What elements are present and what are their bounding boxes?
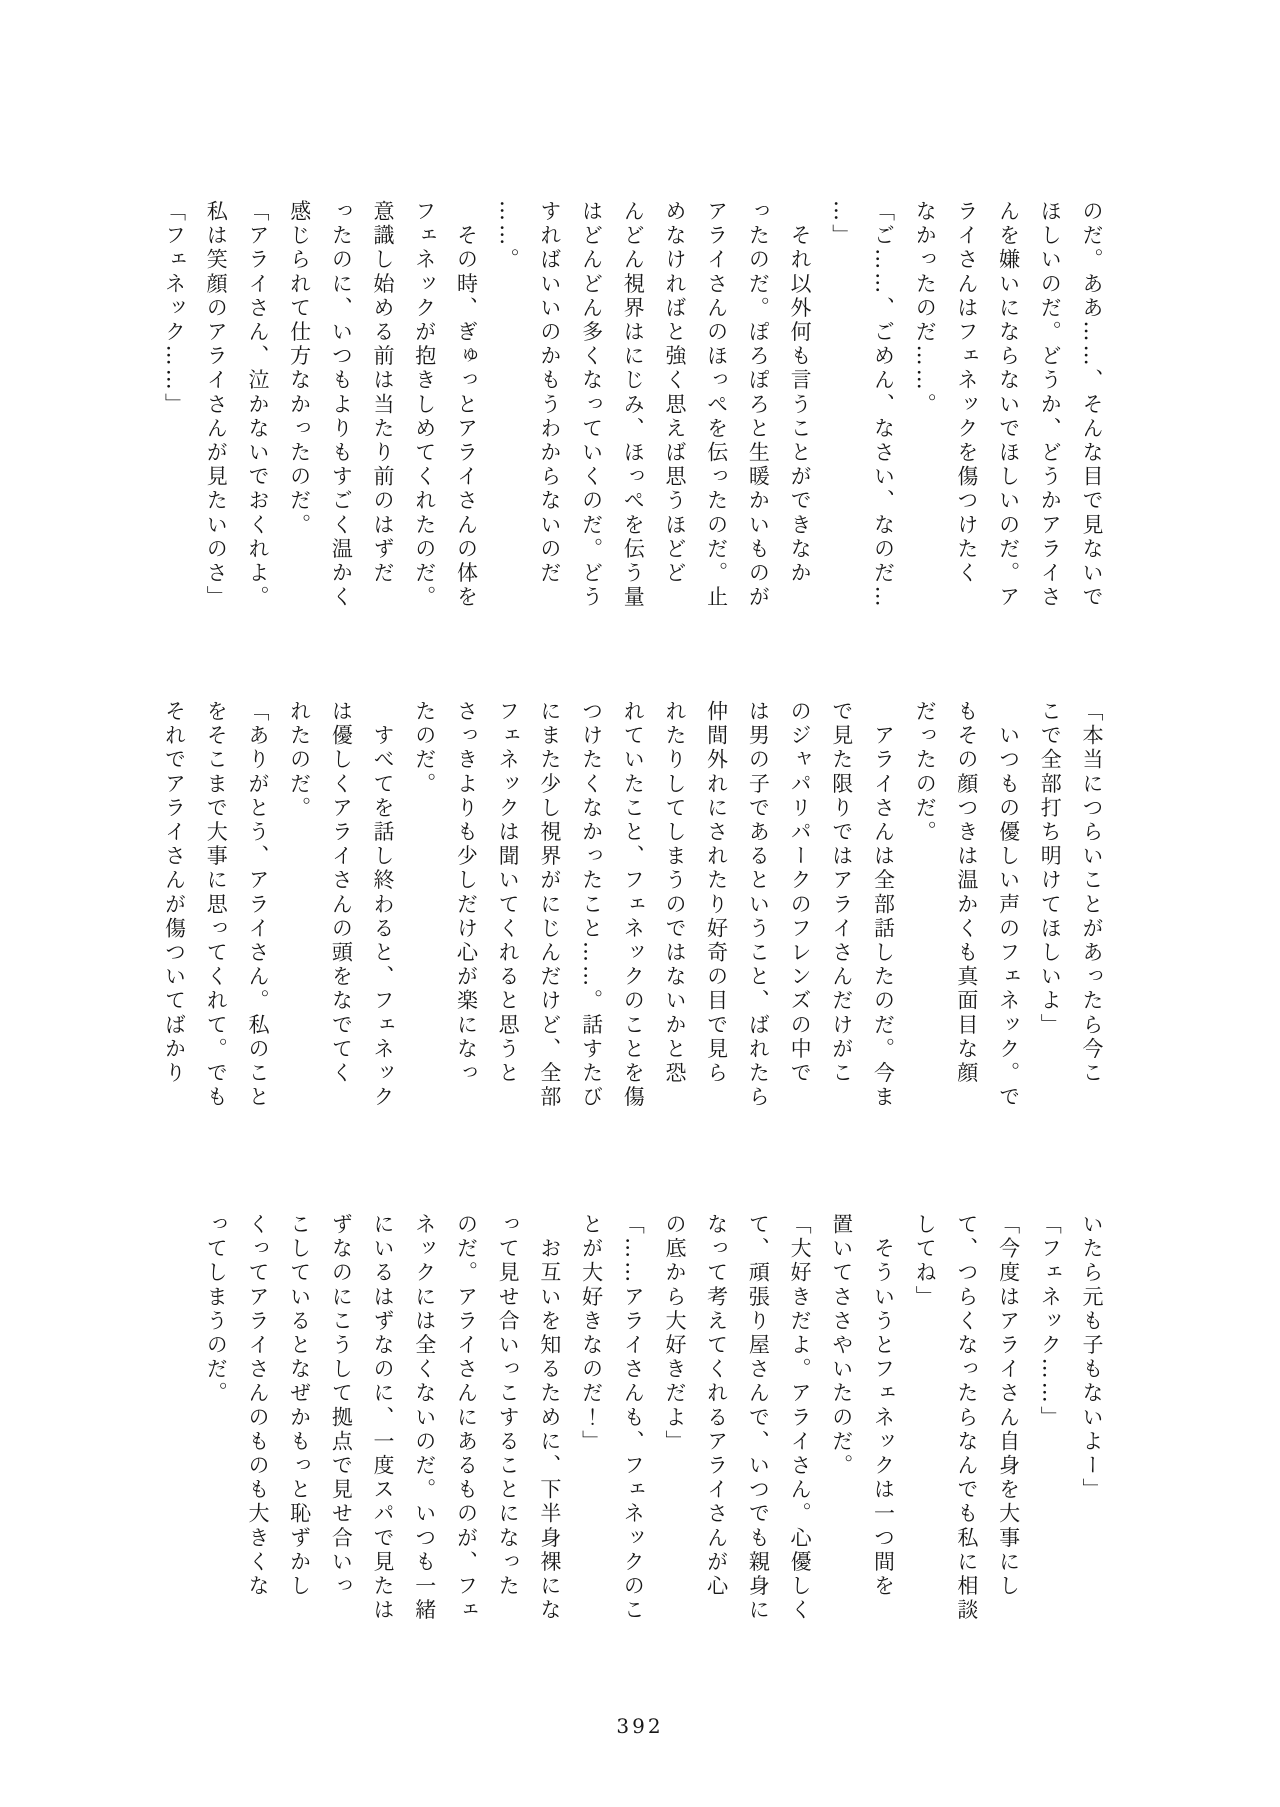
text-column: 「本当につらいことがあったら今こ: [1080, 700, 1104, 1086]
text-column: だったのだ。: [913, 700, 938, 845]
text-column: とが大好きなのだ！」: [579, 1213, 604, 1454]
text-column: すべてを話し終わると、フェネック: [371, 700, 396, 1110]
text-column: 置いてささやいたのだ。: [829, 1213, 854, 1479]
text-column: 「アライさん、泣かないでおくれよ。: [245, 200, 270, 610]
text-column: 「ありがとう、アライさん。私のこと: [245, 700, 270, 1110]
text-column: 私は笑顔のアライさんが見たいのさ」: [204, 200, 229, 610]
text-column: れていたこと、フェネックのことを傷: [621, 700, 646, 1110]
text-column: 「……アライさんも、フェネックのこ: [621, 1213, 646, 1623]
text-column: 「大好きだよ。アライさん。心優しく: [788, 1213, 813, 1623]
text-column: なかったのだ……。: [913, 200, 938, 417]
text-column: してね」: [913, 1213, 938, 1310]
text-column: ったのだ。ぽろぽろと生暖かいものが: [746, 200, 771, 610]
text-column: にまた少し視界がにじんだけど、全部: [537, 700, 562, 1110]
text-column: フェネックは聞いてくれると思うと: [496, 700, 521, 1086]
text-column: のだ。ああ……、そんな目で見ないで: [1080, 200, 1104, 610]
text-column: は優しくアライさんの頭をなでてく: [329, 700, 354, 1086]
text-column: それ以外何も言うことができなか: [788, 200, 813, 586]
text-column: フェネックが抱きしめてくれたのだ。: [412, 200, 437, 610]
text-column: をそこまで大事に思ってくれて。でも: [204, 700, 229, 1110]
text-column: れたのだ。: [287, 700, 312, 821]
text-column: んを嫌いにならないでほしいのだ。ア: [996, 200, 1021, 610]
text-column: んどん視界はにじみ、ほっぺを伝う量: [621, 200, 646, 610]
text-column: 仲間外れにされたり好奇の目で見ら: [704, 700, 729, 1086]
text-block-bottom: [195, 1213, 1112, 1631]
text-block-top: [153, 200, 1112, 618]
text-column: って見せ合いっこすることになった: [496, 1213, 521, 1599]
text-column: その時、ぎゅっとアライさんの体を: [454, 200, 479, 610]
text-column: くってアライさんのものも大きくな: [245, 1213, 270, 1599]
text-column: そういうとフェネックは一つ間を: [871, 1213, 896, 1599]
text-column: いたら元も子もないよー」: [1080, 1213, 1104, 1503]
text-column: つけたくなかったこと……。話すたび: [579, 700, 604, 1110]
text-column: 意識し始める前は当たり前のはずだ: [371, 200, 396, 586]
text-column: にいるはずなのに、一度スパで見たは: [371, 1213, 396, 1623]
text-column: めなければと強く思えば思うほどど: [662, 200, 687, 586]
text-block-middle: [153, 700, 1112, 1118]
text-column: はどんどん多くなっていくのだ。どう: [579, 200, 604, 610]
text-column: ライさんはフェネックを傷つけたく: [954, 200, 979, 586]
text-column: 「フェネック……」: [1038, 1213, 1063, 1430]
text-column: 「フェネック……」: [162, 200, 187, 417]
page-number: 392: [616, 1714, 664, 1738]
text-column: て、つらくなったらなんでも私に相談: [954, 1213, 979, 1623]
text-column: て、頑張り屋さんで、いつでも親身に: [746, 1213, 771, 1623]
text-column: ずなのにこうして拠点で見せ合いっ: [329, 1213, 354, 1599]
text-column: ったのに、いつもよりもすごく温かく: [329, 200, 354, 610]
text-column: こしているとなぜかもっと恥ずかし: [287, 1213, 312, 1599]
text-column: ……。: [496, 200, 521, 273]
text-column: すればいいのかもうわからないのだ: [537, 200, 562, 586]
text-column: それでアライさんが傷ついてばかり: [162, 700, 187, 1086]
text-column: 「今度はアライさん自身を大事にし: [996, 1213, 1021, 1599]
text-column: たのだ。: [412, 700, 437, 797]
text-column: お互いを知るために、下半身裸にな: [537, 1213, 562, 1623]
text-column: いつもの優しい声のフェネック。で: [996, 700, 1021, 1110]
text-column: のジャパリパークのフレンズの中で: [788, 700, 813, 1086]
text-column: アライさんは全部話したのだ。今ま: [871, 700, 896, 1110]
text-column: のだ。アライさんにあるものが、フェ: [454, 1213, 479, 1623]
text-column: なって考えてくれるアライさんが心: [704, 1213, 729, 1599]
text-column: こで全部打ち明けてほしいよ」: [1038, 700, 1063, 1038]
text-column: 感じられて仕方なかったのだ。: [287, 200, 312, 538]
text-column: 「ご……、ごめん、なさい、なのだ…: [871, 200, 896, 610]
text-column: さっきよりも少しだけ心が楽になっ: [454, 700, 479, 1086]
text-column: アライさんのほっぺを伝ったのだ。止: [704, 200, 729, 610]
text-column: の底から大好きだよ」: [662, 1213, 687, 1454]
text-column: …」: [829, 200, 854, 249]
text-column: もその顔つきは温かくも真面目な顔: [954, 700, 979, 1086]
text-column: は男の子であるということ、ばれたら: [746, 700, 771, 1110]
text-column: で見た限りではアライさんだけがこ: [829, 700, 854, 1086]
text-column: ほしいのだ。どうか、どうかアライさ: [1038, 200, 1063, 610]
text-column: ネックには全くないのだ。いつも一緒: [412, 1213, 437, 1623]
text-column: ってしまうのだ。: [204, 1213, 229, 1406]
text-column: れたりしてしまうのではないかと恐: [662, 700, 687, 1086]
